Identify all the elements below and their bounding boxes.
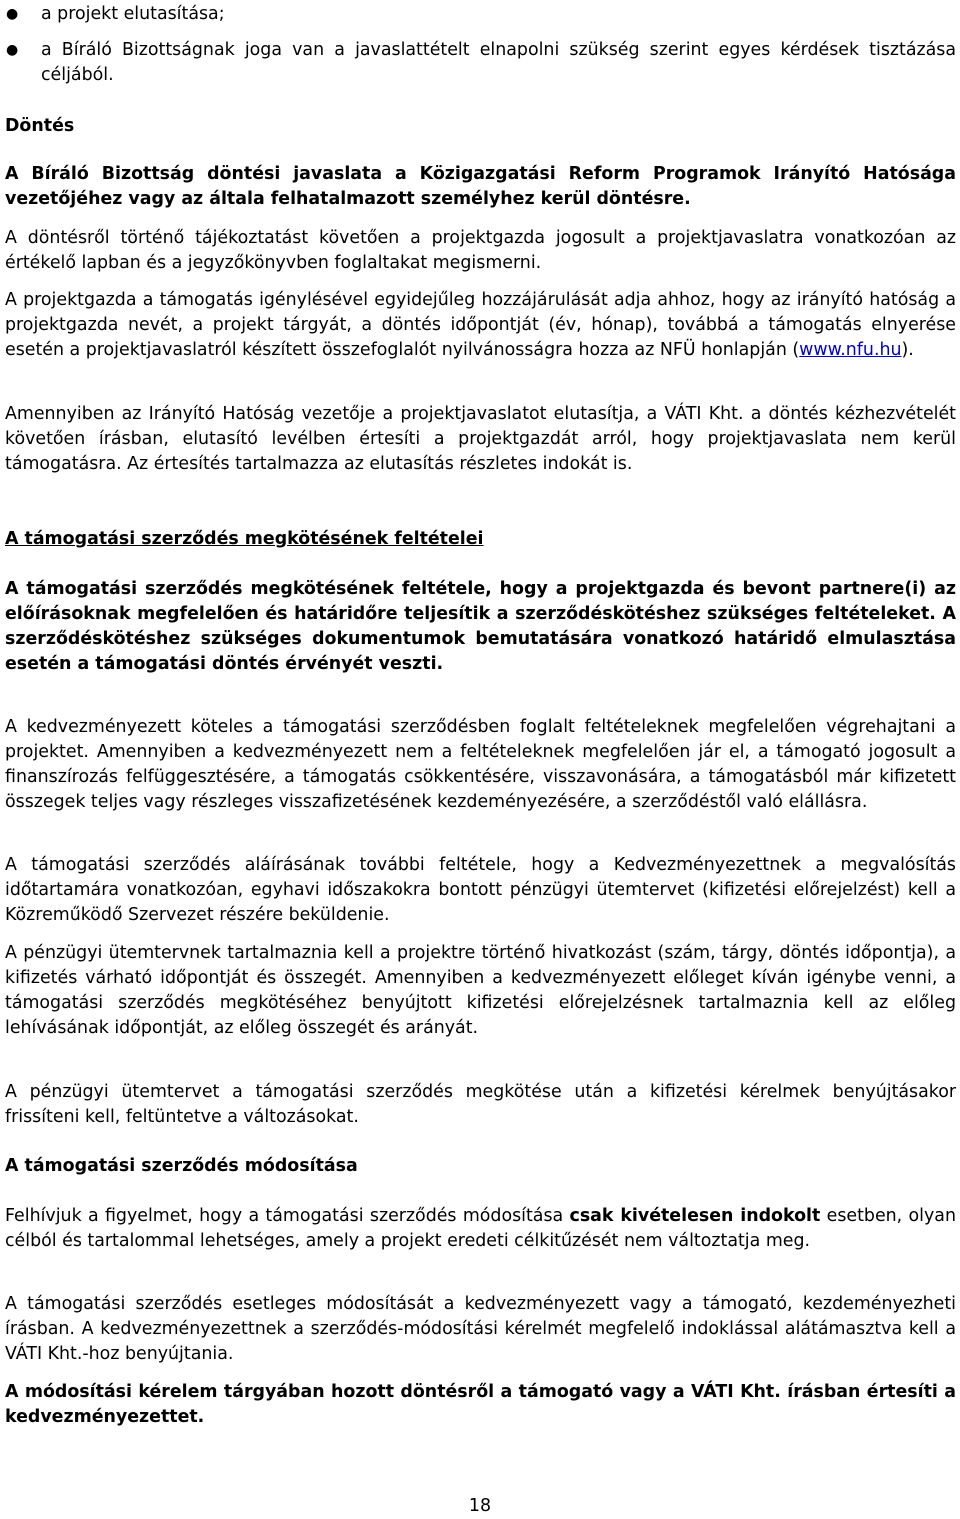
heading-szerzodes-modositasa: A támogatási szerződés módosítása xyxy=(5,1156,358,1176)
page-number: 18 xyxy=(468,1496,492,1516)
felhivjuk-end: esetben, olyan célból és tartalommal lehetséges, amely a projekt eredeti célkitűzését nem változtatja meg. xyxy=(5,1206,956,1251)
bullet-item xyxy=(5,38,956,88)
paragraph-elutasitas: Amennyiben az Irányító Hatóság vezetője a projektjavaslatot elutasítja, a VÁTI Kht. a döntés kézhezvételét követően írásban, elutasító levélben értesíti a projektgazdát arról, hogy projektjavaslata nem kerül támogatásra. Az értesítés tartalmazza az elutasítás részletes indokát is. xyxy=(5,404,956,474)
paragraph-alairas-feltetele: A támogatási szerződés aláírásának további feltétele, hogy a Kedvezményezettnek a megvalósítás időtartamára vonatkozóan, egyhavi időszakokra bontott pénzügyi ütemtervet (kifizetési előrejelzést) kell a Közreműködő Szervezet részére beküldenie. xyxy=(5,855,956,925)
hozzajarulas-end: ). xyxy=(901,340,914,360)
nfu-link[interactable]: www.nfu.hu xyxy=(799,340,902,360)
paragraph-hozzajarulas xyxy=(5,288,956,363)
heading-szerzodes-feltetelei: A támogatási szerződés megkötésének feltételei xyxy=(5,529,484,549)
bullet-icon: ● xyxy=(6,6,19,22)
paragraph-utemterv-frissites: A pénzügyi ütemtervet a támogatási szerződés megkötése után a kifizetési kérelmek benyújtásakor frissíteni kell, feltüntetve a változásokat. xyxy=(5,1082,956,1127)
paragraph-penzugyi-utemterv: A pénzügyi ütemtervnek tartalmaznia kell a projektre történő hivatkozást (szám, tárgy, döntés időpontja), a kifizetés várható időpontját és összegét. Amennyiben a kedvezményezett előleget kíván igénybe venni, a támogatási szerződés megkötéséhez benyújtott kifizetési előrejelzésnek tartalmaznia kell az előleg lehívásának időpontját, az előleg összegét és arányát. xyxy=(5,943,956,1038)
felhivjuk-text: Felhívjuk a figyelmet, hogy a támogatási szerződés módosítása xyxy=(5,1206,570,1226)
paragraph-modositas-kezdemenyezes: A támogatási szerződés esetleges módosítását a kedvezményezett vagy a támogató, kezdeményezheti írásban. A kedvezményezettnek a szerződés-módosítási kérelmét megfelelő indoklással alátámasztva kell a VÁTI Kht.-hoz benyújtania. xyxy=(5,1294,956,1364)
bullet-item xyxy=(5,2,956,27)
bullet-list xyxy=(5,2,956,88)
final-bold-paragraph: A módosítási kérelem tárgyában hozott döntésről a támogató vagy a VÁTI Kht. írásban értesíti a kedvezményezettet. xyxy=(5,1382,956,1427)
paragraph-tajekoztatas: A döntésről történő tájékoztatást követően a projektgazda jogosult a projektjavaslatra vonatkozóan az értékelő lapban és a jegyzőkönyvben foglaltakat megismerni. xyxy=(5,228,956,273)
paragraph-kedvezmenyezett-koteles: A kedvezményezett köteles a támogatási szerződésben foglalt feltételeknek megfelelően végrehajtani a projektet. Amennyiben a kedvezményezett nem a feltételeknek megfelelően jár el, a támogató jogosult a finanszírozás felfüggesztésére, a támogatás csökkentésére, visszavonására, a támogatásból már kifizetett összegek teljes vagy részleges visszafizetésének kezdeményezésére, a szerződéstől való elállásra. xyxy=(5,717,956,812)
bullet-text: a projekt elutasítása; xyxy=(41,4,225,24)
bullet-text: a Bíráló Bizottságnak joga van a javaslattételt elnapolni szükség szerint egyes kérdések tisztázása céljából. xyxy=(41,40,956,85)
szerzodes-feltetel-paragraph: A támogatási szerződés megkötésének feltétele, hogy a projektgazda és bevont partnere(i) az előírásoknak megfelelően és határidőre teljesítik a szerződéskötéshez szükséges feltételeket. A szerződéskötéshez szükséges dokumentumok bemutatására vonatkozó határidő elmulasztása esetén a támogatási döntés érvényét veszti. xyxy=(5,579,956,674)
heading-dontes: Döntés xyxy=(5,116,75,136)
felhivjuk-bold: csak kivételesen indokolt xyxy=(569,1206,821,1226)
dontes-paragraph: A Bíráló Bizottság döntési javaslata a Közigazgatási Reform Programok Irányító Hatósága vezetőjéhez vagy az általa felhatalmazott személyhez kerül döntésre. xyxy=(5,164,956,209)
paragraph-felhivjuk xyxy=(5,1204,956,1254)
hozzajarulas-text: A projektgazda a támogatás igénylésével egyidejűleg hozzájárulását adja ahhoz, hogy az irányító hatóság a projektgazda nevét, a projekt tárgyát, a döntés időpontját (év, hónap), továbbá a támogatás elnyerése esetén a projektjavaslatról készített összefoglalót nyilvánosságra hozza az NFÜ honlapján ( xyxy=(5,290,956,360)
bullet-icon: ● xyxy=(6,42,19,58)
